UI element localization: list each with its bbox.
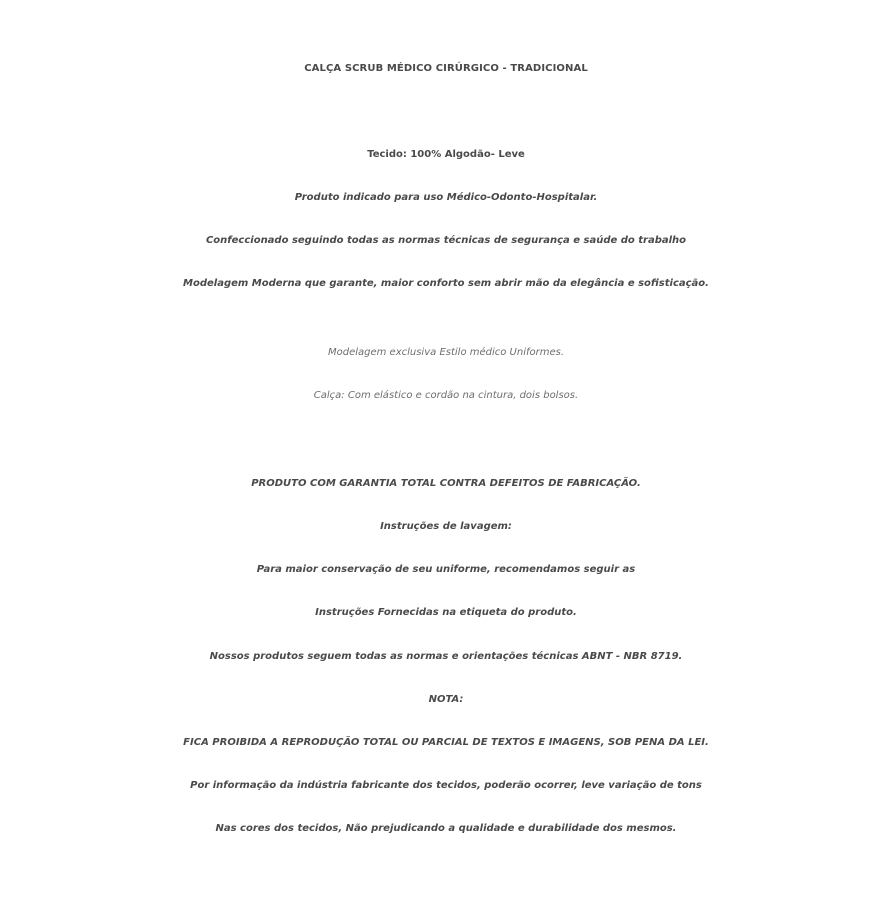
washing-instructions-line-1: Para maior conservação de seu uniforme, recomendamos seguir as — [256, 564, 636, 575]
note-heading: NOTA: — [428, 694, 464, 705]
color-variation-line-2: Nas cores dos tecidos, Não prejudicando a qualidade e durabilidade dos mesmos. — [215, 823, 677, 834]
usage-indication: Produto indicado para uso Médico-Odonto-Hospitalar. — [294, 192, 598, 203]
product-title: CALÇA SCRUB MÉDICO CIRÚRGICO - TRADICIONAL — [304, 63, 588, 74]
washing-instructions-line-2: Instruções Fornecidas na etiqueta do produto. — [315, 607, 577, 618]
reproduction-prohibition: FICA PROIBIDA A REPRODUÇÃO TOTAL OU PARCIAL DE TEXTOS E IMAGENS, SOB PENA DA LEI. — [183, 737, 709, 748]
pants-features: Calça: Com elástico e cordão na cintura, dois bolsos. — [313, 390, 579, 401]
abnt-standards: Nossos produtos seguem todas as normas e orientações técnicas ABNT - NBR 8719. — [209, 651, 683, 662]
modeling-description: Modelagem Moderna que garante, maior conforto sem abrir mão da elegância e sofisticação. — [183, 278, 709, 289]
safety-standards: Confeccionado seguindo todas as normas técnicas de segurança e saúde do trabalho — [205, 235, 687, 246]
fabric-spec: Tecido: 100% Algodão- Leve — [367, 149, 525, 160]
color-variation-line-1: Por informação da indústria fabricante dos tecidos, poderão ocorrer, leve variação de tons — [190, 780, 702, 791]
exclusive-style: Modelagem exclusiva Estilo médico Uniformes. — [327, 347, 565, 358]
warranty-statement: PRODUTO COM GARANTIA TOTAL CONTRA DEFEITOS DE FABRICAÇÃO. — [251, 478, 641, 489]
washing-instructions-heading: Instruções de lavagem: — [380, 521, 512, 532]
